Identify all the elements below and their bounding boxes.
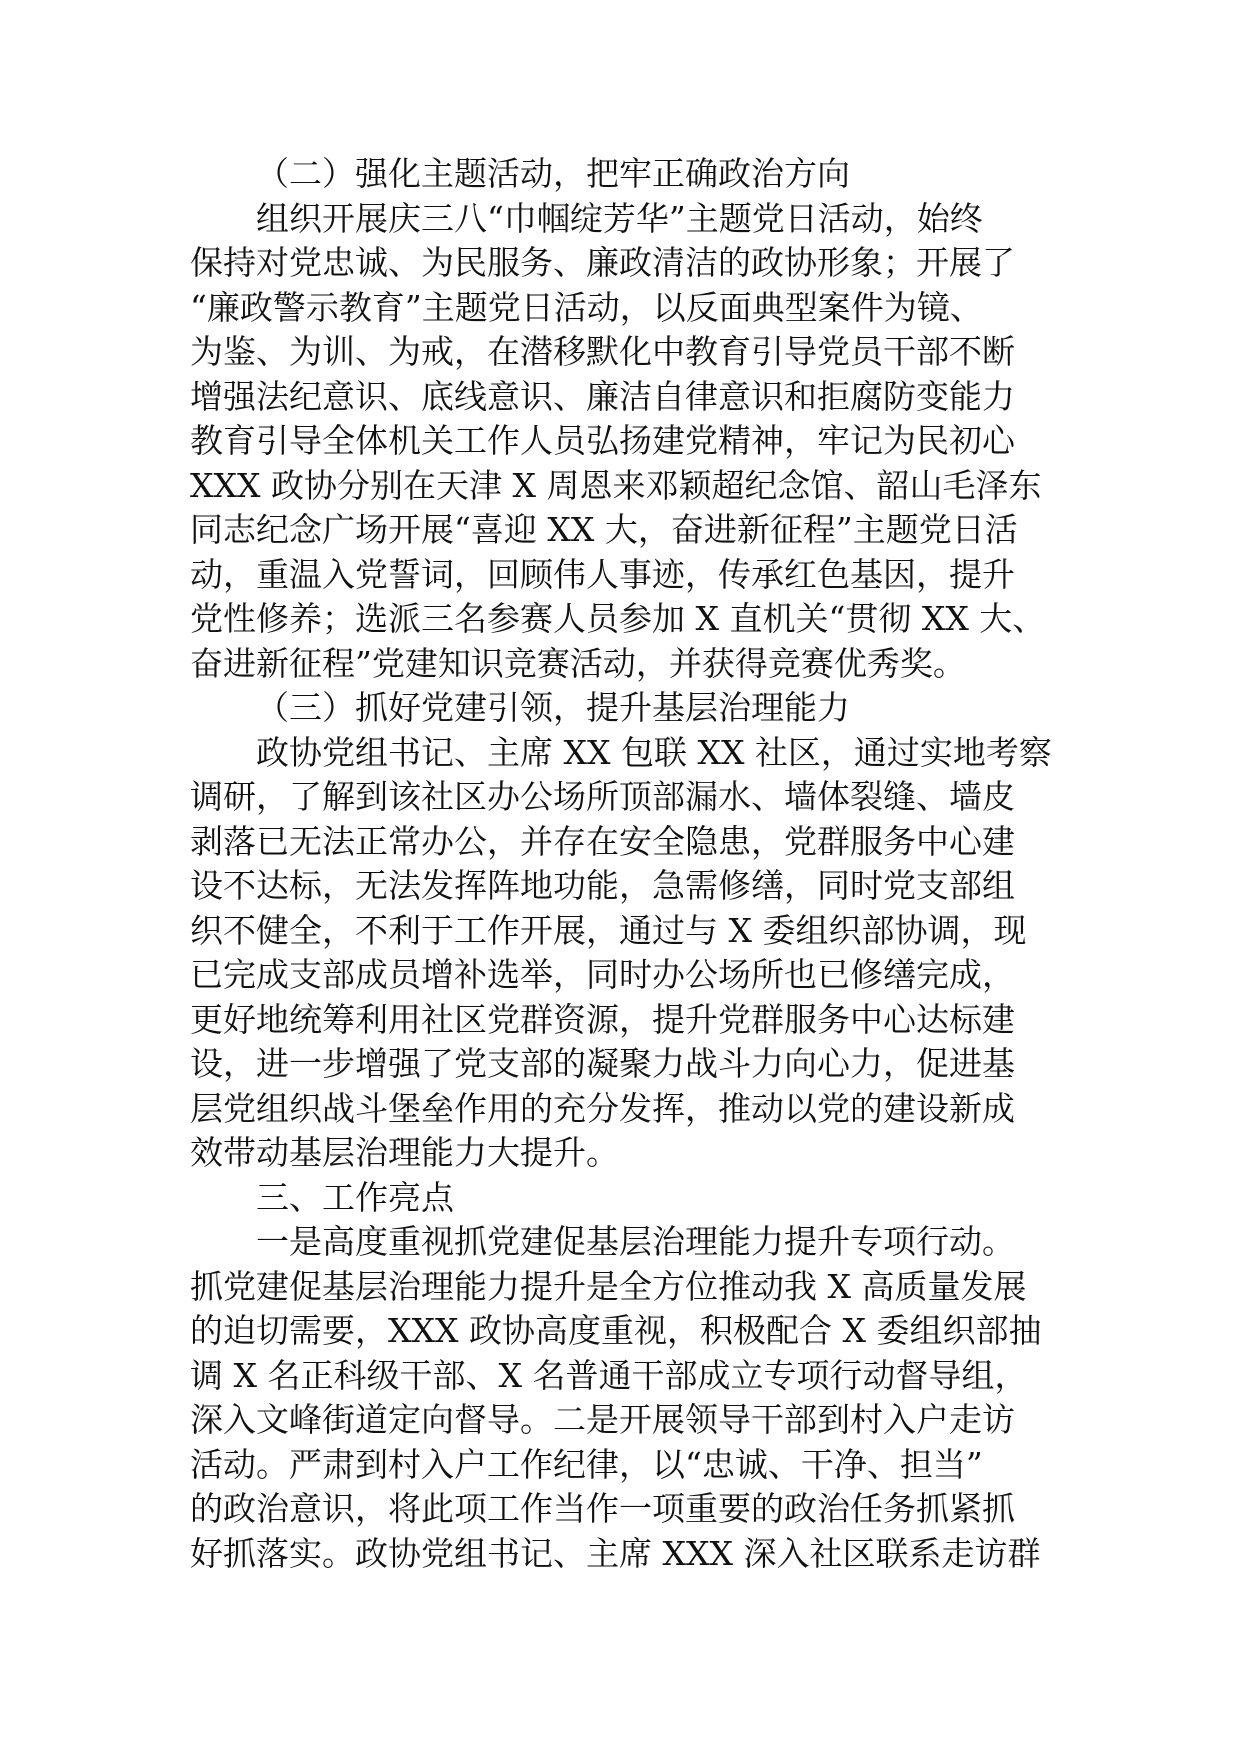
text-line: “廉政警示教育”主题党日活动，以反面典型案件为镜、: [190, 287, 983, 327]
text-line: 活动。严肃到村入户工作纪律，以“忠诚、干净、担当”: [190, 1444, 983, 1484]
text-line: 调研，了解到该社区办公场所顶部漏水、墙体裂缝、墙皮: [190, 777, 1015, 816]
text-line: （二）强化主题活动，把牢正确政治方向: [256, 154, 850, 193]
text-line: 政协党组书记、主席 XX 包联 XX 社区，通过实地考察: [256, 732, 1052, 772]
text-line: 深入文峰街道定向督导。二是开展领导干部到村入户走访: [190, 1400, 1015, 1439]
text-line: 好抓落实。政协党组书记、主席 XXX 深入社区联系走访群: [190, 1533, 1041, 1573]
text-line: 织不健全，不利于工作开展，通过与 X 委组织部协调，现: [190, 910, 1027, 950]
text-line: 的政治意识，将此项工作当作一项重要的政治任务抓紧抓: [190, 1489, 1015, 1528]
text-line: 剥落已无法正常办公，并存在安全隐患，党群服务中心建: [190, 821, 1015, 861]
text-line: 设不达标，无法发挥阵地功能，急需修缮，同时党支部组: [190, 866, 1015, 905]
text-line: 层党组织战斗堡垒作用的充分发挥，推动以党的建设新成: [190, 1088, 1015, 1128]
text-line: 同志纪念广场开展“喜迎 XX 大，奋进新征程”主题党日活: [190, 510, 1018, 549]
text-line: XXX 政协分别在天津 X 周恩来邓颖超纪念馆、韶山毛泽东: [190, 465, 1042, 505]
text-line: 增强法纪意识、底线意识、廉洁自律意识和拒腐防变能力: [190, 376, 1015, 416]
text-line: 设，进一步增强了党支部的凝聚力战斗力向心力，促进基: [190, 1044, 1015, 1083]
text-line: 的迫切需要，XXX 政协高度重视，积极配合 X 委组织部抽: [190, 1311, 1042, 1350]
text-line: 一是高度重视抓党建促基层治理能力提升专项行动。: [256, 1222, 1015, 1261]
text-line: 保持对党忠诚、为民服务、廉政清洁的政协形象；开展了: [190, 243, 1015, 282]
text-line: 为鉴、为训、为戒，在潜移默化中教育引导党员干部不断: [190, 332, 1015, 371]
document-body: [190, 152, 1060, 1576]
text-line: 已完成支部成员增补选举，同时办公场所也已修缮完成，: [190, 955, 1015, 994]
text-line: （三）抓好党建引领，提升基层治理能力: [256, 688, 850, 727]
text-line: 调 X 名正科级干部、X 名普通干部成立专项行动督导组，: [190, 1355, 1028, 1395]
text-line: 组织开展庆三八“巾帼绽芳华”主题党日活动，始终: [256, 198, 983, 238]
text-line: 效带动基层治理能力大提升。: [190, 1133, 619, 1172]
text-line: 动，重温入党誓词，回顾伟人事迹，传承红色基因，提升: [190, 554, 1015, 594]
text-line: 三、工作亮点: [256, 1177, 454, 1217]
text-line: 抓党建促基层治理能力提升是全方位推动我 X 高质量发展: [190, 1266, 1027, 1306]
text-line: 奋进新征程”党建知识竞赛活动，并获得竞赛优秀奖。: [190, 643, 966, 683]
text-line: 更好地统筹利用社区党群资源，提升党群服务中心达标建: [190, 999, 1015, 1039]
text-line: 党性修养；选派三名参赛人员参加 X 直机关“贯彻 XX 大、: [190, 599, 1046, 638]
text-line: 教育引导全体机关工作人员弘扬建党精神，牢记为民初心: [190, 421, 1015, 460]
